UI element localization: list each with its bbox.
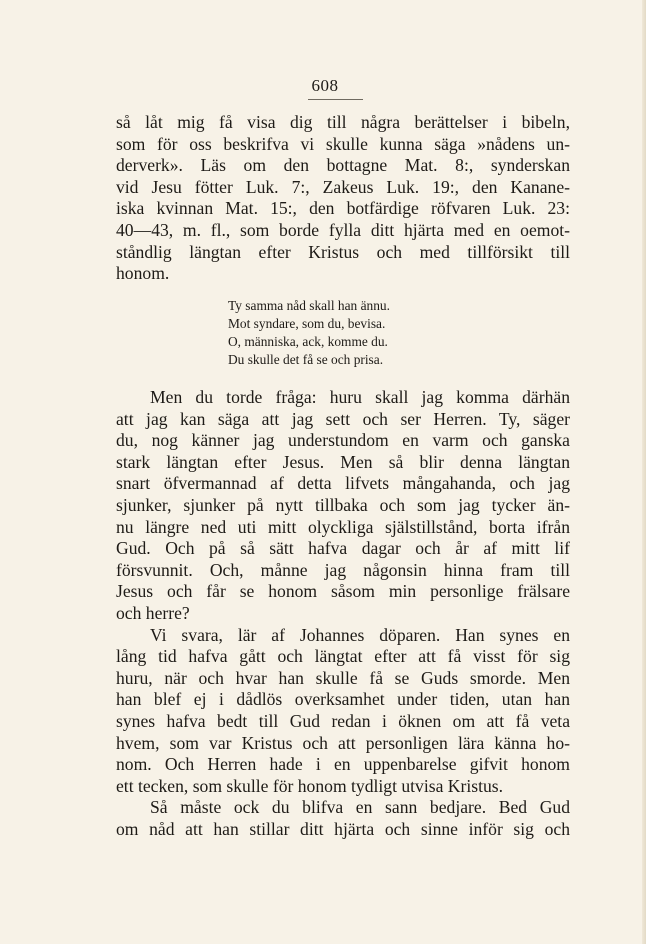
text-line: synes hafva bedt till Gud redan i öknen om att få veta <box>116 710 570 731</box>
poem-line: O, människa, ack, komme du. <box>228 334 388 349</box>
text-line: ståndlig längtan efter Kristus och med tillförsikt till <box>116 241 570 262</box>
paragraph-2 <box>116 387 570 840</box>
poem-line: Du skulle det få se och prisa. <box>228 352 384 367</box>
text-line: nom. Och Herren hade i en uppenbarelse gifvit honom <box>116 754 570 775</box>
text-line: snart öfvermannad af detta lifvets mångahanda, och jag <box>116 473 570 494</box>
text-line: hvem, som var Kristus och att personligen lära känna ho- <box>116 732 570 753</box>
text-line: och herre? <box>116 602 190 623</box>
text-line: Men du torde fråga: huru skall jag komma därhän <box>150 387 570 407</box>
poem-line: Mot syndare, som du, bevisa. <box>228 316 386 331</box>
page-number-rule <box>308 99 363 100</box>
text-line: vid Jesu fötter Luk. 7:, Zakeus Luk. 19:, den Kanane- <box>116 176 570 197</box>
text-line: Jesus och får se honom såsom min personlige frälsare <box>116 581 570 602</box>
text-line: att jag kan säga att jag sett och ser Herren. Ty, säger <box>116 408 570 429</box>
page-edge-shadow <box>642 0 646 944</box>
text-line: stark längtan efter Jesus. Men så blir denna längtan <box>116 451 570 472</box>
text-line: 40—43, m. fl., som borde fylla ditt hjärta med en oemot- <box>116 219 570 240</box>
text-line: Så måste ock du blifva en sann bedjare. Bed Gud <box>150 797 570 818</box>
paragraph-1 <box>116 112 570 285</box>
text-line: nu längre ned uti mitt olyckliga själstillstånd, borta ifrån <box>116 516 570 537</box>
text-line: Vi svara, lär af Johannes döparen. Han synes en <box>150 624 570 645</box>
text-line: om nåd att han stillar ditt hjärta och sinne inför sig och <box>116 818 570 839</box>
text-line: lång tid hafva gått och längtat efter att få visst för sig <box>116 646 570 667</box>
text-line: Gud. Och på så sätt hafva dagar och år af mitt lif <box>116 538 570 559</box>
poem-stanza <box>228 297 390 369</box>
text-line: derverk». Läs om den bottagne Mat. 8:, synderskan <box>116 155 570 176</box>
text-line: huru, när och hvar han skulle få se Guds smorde. Men <box>116 667 570 688</box>
text-line: ett tecken, som skulle för honom tydligt utvisa Kristus. <box>116 775 504 796</box>
page-number: 608 <box>311 76 339 95</box>
text-line: honom. <box>116 263 170 284</box>
text-line: så låt mig få visa dig till några berättelser i bibeln, <box>116 112 570 132</box>
poem-line: Ty samma nåd skall han ännu. <box>228 298 390 313</box>
text-line: iska kvinnan Mat. 15:, den botfärdige röfvaren Luk. 23: <box>116 198 570 219</box>
text-line: försvunnit. Och, månne jag någonsin hinna fram till <box>116 559 570 580</box>
text-line: han blef ej i dådlös overksamhet under tiden, utan han <box>116 689 570 710</box>
text-line: du, nog känner jag understundom en varm och ganska <box>116 430 570 451</box>
text-line: som för oss beskrifva vi skulle kunna säga »nådens un- <box>116 133 570 154</box>
text-line: sjunker, sjunker på nytt tillbaka och som jag tycker än- <box>116 494 570 515</box>
